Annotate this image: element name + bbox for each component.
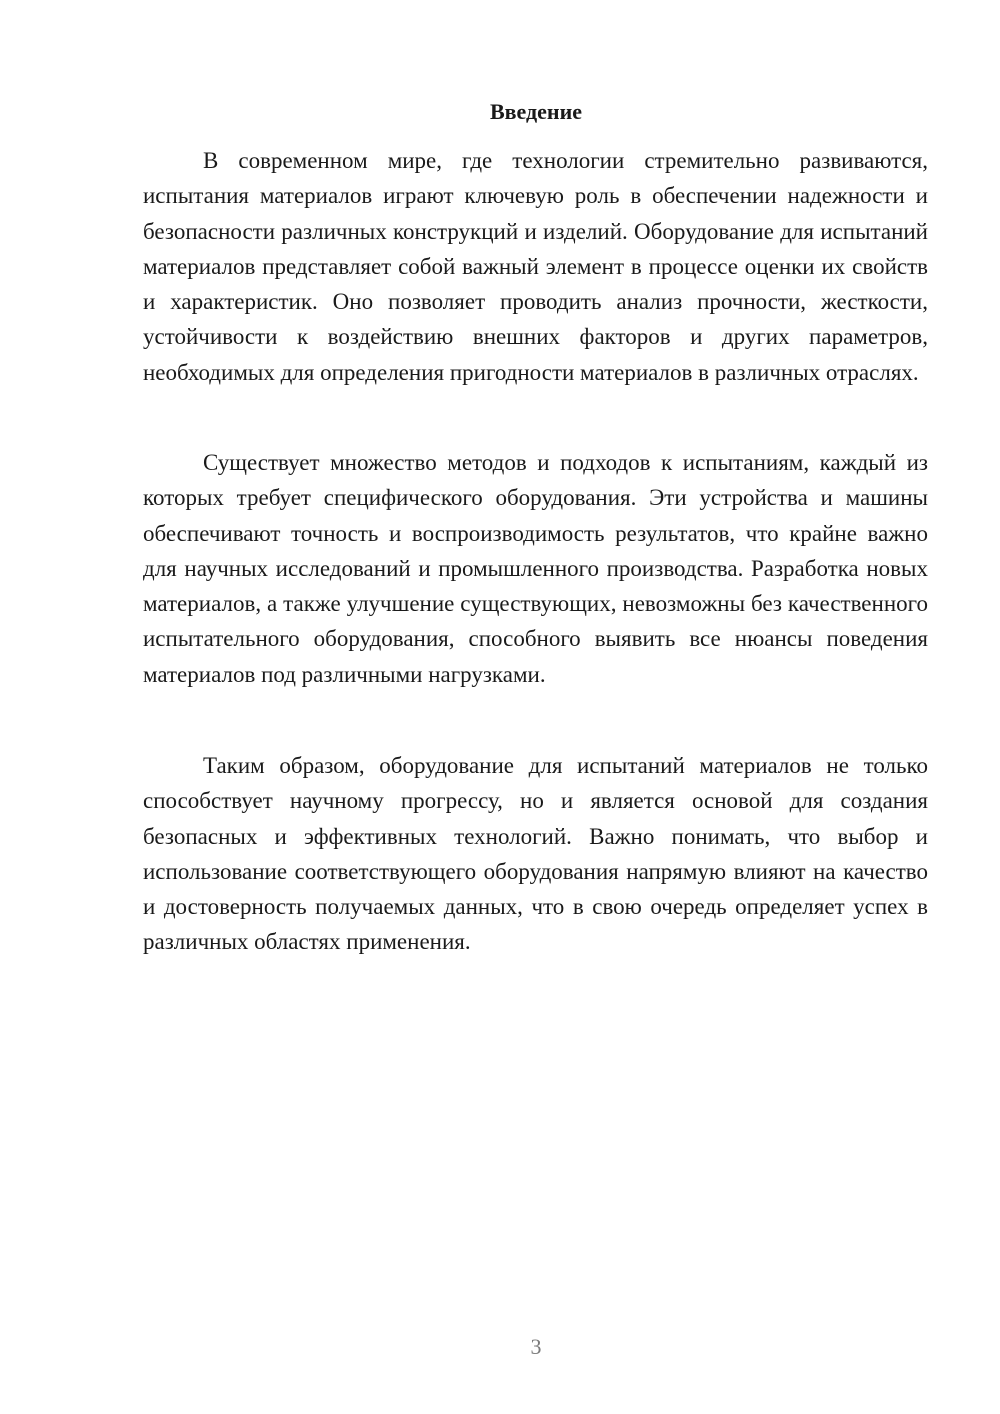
paragraph-3: Таким образом, оборудование для испытаний материалов не только способствует научному прогрессу, но и является основой для создания безопасных и эффективных технологий. Важно понимать, что выбор и использование соответствующего оборудования напрямую влияют на качество и достоверность получаемых данных, что в свою очередь определяет успех в различных областях применения. — [143, 753, 928, 955]
paragraph-2: Существует множество методов и подходов к испытаниям, каждый из которых требует специфического оборудования. Эти устройства и машины обеспечивают точность и воспроизводимость результатов, что крайне важно для научных исследований и промышленного производства. Разработка новых материалов, а также улучшение существующих, невозможны без качественного испытательного оборудования, способного выявить все нюансы поведения материалов под различными нагрузками. — [143, 450, 928, 687]
section-heading: Введение — [489, 99, 583, 124]
paragraph-1: В современном мире, где технологии стремительно развиваются, испытания материалов играют ключевую роль в обеспечении надежности и безопасности различных конструкций и изделий. Оборудование для испытаний материалов представляет собой важный элемент в процессе оценки их свойств и характеристик. Оно позволяет проводить анализ прочности, жесткости, устойчивости к воздействию внешних факторов и других параметров, необходимых для определения пригодности материалов в различных отраслях. — [143, 148, 928, 385]
page-number: 3 — [530, 1334, 542, 1359]
